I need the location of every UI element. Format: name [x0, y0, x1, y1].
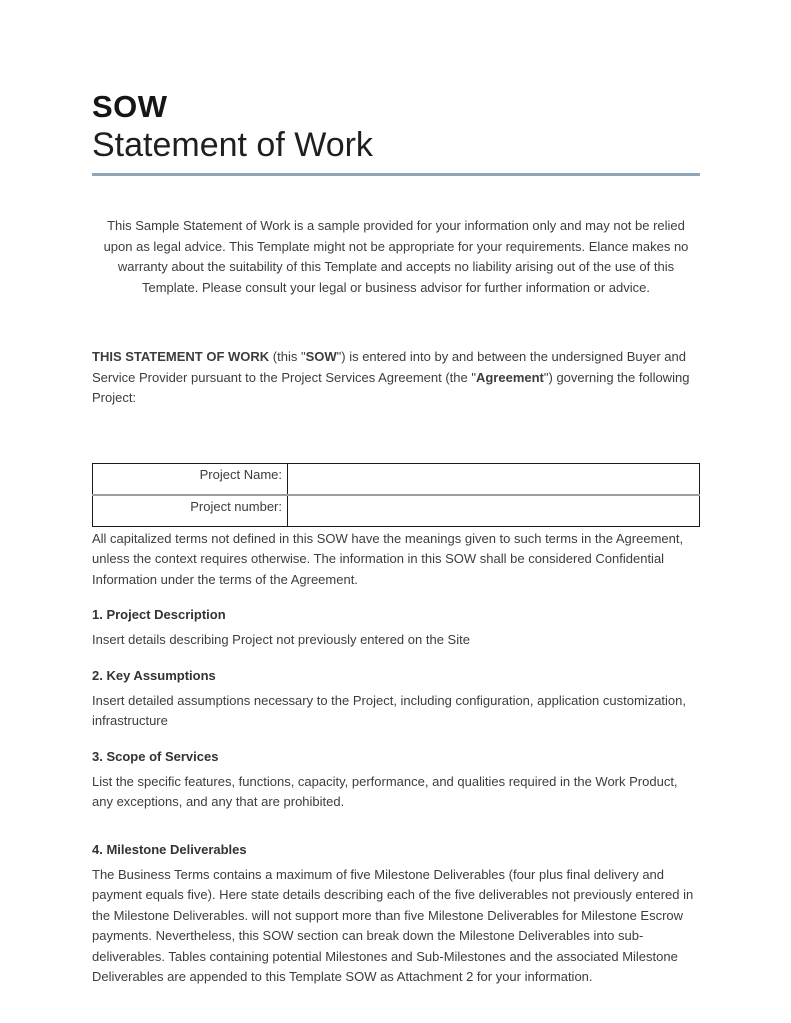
document-header [92, 88, 700, 176]
intro-segment: ") is entered into by and between the undersigned Buyer and Service Provider pursuant to the Project Services Agreement (the " [92, 349, 686, 385]
capitalized-terms-paragraph: All capitalized terms not defined in this SOW have the meanings given to such terms in the Agreement, unless the context requires otherwise. The information in this SOW shall be considered Confidential Information under the terms of the Agreement. [92, 530, 684, 587]
section-project-description [92, 605, 700, 651]
intro-segment-bold: SOW [305, 349, 337, 364]
project-info-table [92, 463, 700, 527]
intro-segment: ") governing the following Project: [92, 369, 690, 405]
project-number-value-field[interactable] [288, 495, 700, 527]
intro-paragraph [92, 347, 700, 409]
section-body-key-assumptions: Insert detailed assumptions necessary to the Project, including configuration, application customization, infrastructure [92, 692, 686, 728]
project-name-row [93, 463, 700, 495]
section-body-project-description: Insert details describing Project not previously entered on the Site [92, 632, 470, 647]
section-heading-scope-of-services: 3. Scope of Services [92, 748, 219, 764]
project-name-label: Project Name: [93, 463, 288, 495]
section-body-milestone-deliverables: The Business Terms contains a maximum of five Milestone Deliverables (four plus final delivery and payment equals five). Here state details describing each of the five deliverables not previously entered in the Milestone Deliverables. will not support more than five Milestone Deliverables for Milestone Escrow payments. Nevertheless, this SOW section can break down the Milestone Deliverables into sub-deliverables. Tables containing potential Milestones and Sub-Milestones and the associated Milestone Deliverables are appended to this Template SOW as Attachment 2 for your information. [92, 866, 694, 984]
doc-title-abbrev: SOW [92, 89, 168, 124]
disclaimer-paragraph: This Sample Statement of Work is a sample provided for your information only and may not be relied upon as legal advice. This Template might not be appropriate for your requirements. Elance makes no warranty about the suitability of this Template and accepts no liability arising out of the use of this Template. Please consult your legal or business advisor for further information or advice. [103, 218, 689, 295]
doc-title-full: Statement of Work [92, 126, 373, 164]
intro-segment-bold: Agreement [475, 369, 544, 385]
project-number-label: Project number: [93, 495, 288, 527]
section-heading-milestone-deliverables: 4. Milestone Deliverables [92, 841, 247, 857]
intro-segment-bold: THIS STATEMENT OF WORK [92, 349, 270, 364]
section-key-assumptions [92, 666, 700, 732]
section-heading-project-description: 1. Project Description [92, 607, 226, 622]
project-name-value-field[interactable] [288, 463, 700, 495]
section-scope-of-services [92, 747, 700, 813]
title-divider-rule [92, 173, 700, 176]
section-heading-key-assumptions: 2. Key Assumptions [92, 667, 216, 683]
project-number-row [93, 495, 700, 527]
section-milestone-deliverables [92, 840, 700, 988]
section-body-scope-of-services: List the specific features, functions, capacity, performance, and qualities required in the Work Product, any exceptions, and any that are prohibited. [92, 773, 678, 809]
intro-segment: (this " [269, 349, 306, 364]
